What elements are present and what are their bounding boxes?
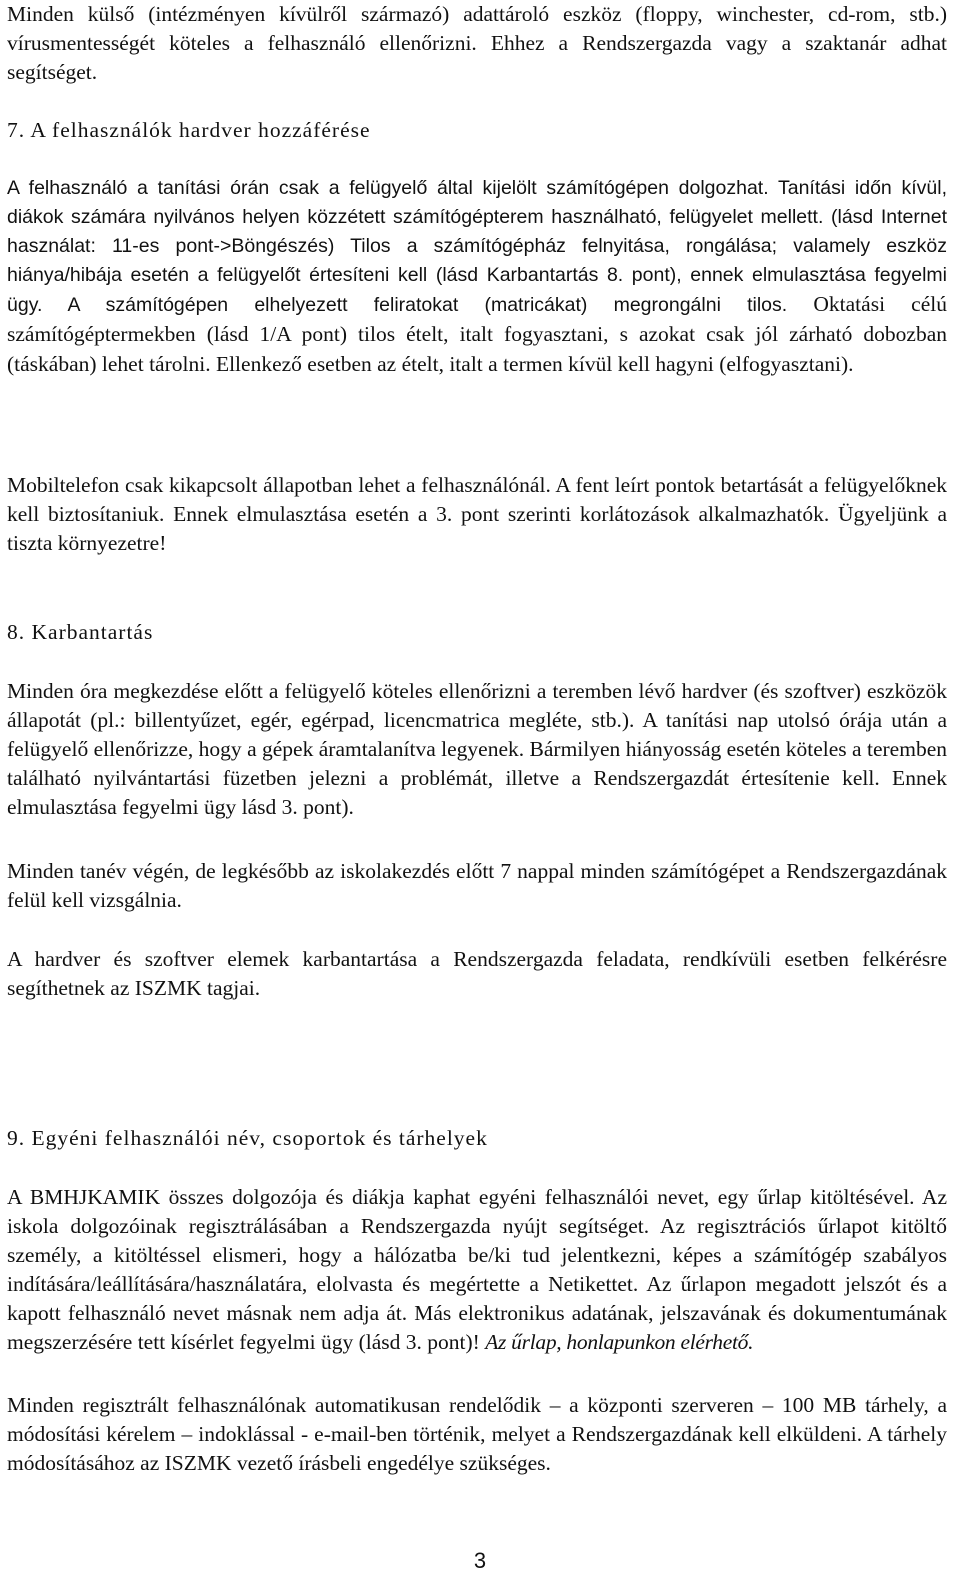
section-8-paragraph-1: Minden óra megkezdése előtt a felügyelő köteles ellenőrizni a teremben lévő hardver (és szoftver) eszközök állapotát (pl.: billentyűzet, egér, egérpad, licencmatrica megléte, stb.). A tanítási nap utolsó órája után a felügyelő ellenőrizze, hogy a gépek áramtalanítva legyenek. Bármilyen hiányosság esetén köteles a teremben található nyilvántartási füzetben jelezni a problémát, illetve a Rendszergazdát értesítenie kell. Ennek elmulasztása fegyelmi ügy lásd 3. pont). xyxy=(7,679,947,819)
section-7-paragraph-1-sans: A felhasználó a tanítási órán csak a felügyelő által kijelölt számítógépen dolgozhat. Tanítási időn kívül, diákok számára nyilvános helyen közzétett számítógépterem használható, felügyelet mellett. (lásd Internet használat: 11-es pont->Böngészés) Tilos a számítógépház felnyitása, rongálása; valamely eszköz hiánya/hibája esetén a felügyelőt értesíteni kell (lásd Karbantartás 8. pont), ennek elmulasztása fegyelmi ügy. A számítógépen elhelyezett feliratokat (matricákat) megrongálni tilos. xyxy=(7,177,947,316)
section-8-paragraph-2: Minden tanév végén, de legkésőbb az iskolakezdés előtt 7 nappal minden számítógépet a Rendszergazdának felül kell vizsgálnia. xyxy=(7,859,947,912)
section-8-heading: 8. Karbantartás xyxy=(7,620,154,644)
intro-paragraph: Minden külső (intézményen kívülről származó) adattároló eszköz (floppy, winchester, cd-rom, stb.) vírusmentességét köteles a felhasználó ellenőrizni. Ehhez a Rendszergazda vagy a szaktanár adhat segítséget. xyxy=(7,2,947,84)
section-9-heading: 9. Egyéni felhasználói név, csoportok és tárhelyek xyxy=(7,1126,488,1150)
section-9-paragraph-1-text: A BMHJKAMIK összes dolgozója és diákja kaphat egyéni felhasználói nevet, egy űrlap kitöltésével. Az iskola dolgozóinak regisztrálásában a Rendszergazda nyújt segítséget. Az regisztrációs űrlapot kitöltő személy, a kitöltéssel elismeri, hogy a hálózatba be/ki tud jelentkezni, képes a számítógép szabályos indítására/leállítására/használatára, elolvasta és megértette a Netikettet. Az űrlapon megadott jelszót és a kapott felhasználó nevet másnak nem adja át. Más elektronikus adatának, jelszavának és dokumentumának megszerzésére tett kísérlet fegyelmi ügy (lásd 3. pont)! xyxy=(7,1185,947,1354)
section-9-paragraph-2: Minden regisztrált felhasználónak automatikusan rendelődik – a központi szerveren – 100 MB tárhely, a módosítási kérelem – indoklással - e-mail-ben történik, melyet a Rendszergazdának kell elküldeni. A tárhely módosításához az ISZMK vezető írásbeli engedélye szükséges. xyxy=(7,1393,947,1475)
section-7-paragraph-1 xyxy=(7,174,947,380)
section-7-paragraph-1-serif: Oktatási célú számítógéptermekben (lásd 1/A pont) tilos ételt, italt fogyasztani, s azokat csak jól zárható dobozban (táskában) lehet tárolni. Ellenkező esetben az ételt, italt a termen kívül kell hagyni (elfogyasztani). xyxy=(7,292,947,376)
form-available-note: Az űrlap, honlapunkon elérhető. xyxy=(485,1330,754,1354)
section-9-paragraph-1 xyxy=(7,1183,947,1357)
section-7-paragraph-2: Mobiltelefon csak kikapcsolt állapotban lehet a felhasználónál. A fent leírt pontok betartását a felügyelőknek kell biztosítaniuk. Ennek elmulasztása esetén a 3. pont szerinti korlátozások alkalmazhatók. Ügyeljünk a tiszta környezetre! xyxy=(7,473,947,555)
section-8-paragraph-3: A hardver és szoftver elemek karbantartása a Rendszergazda feladata, rendkívüli esetben felkérésre segíthetnek az ISZMK tagjai. xyxy=(7,947,947,1000)
page-number: 3 xyxy=(473,1548,487,1573)
section-7-heading: 7. A felhasználók hardver hozzáférése xyxy=(7,118,371,142)
